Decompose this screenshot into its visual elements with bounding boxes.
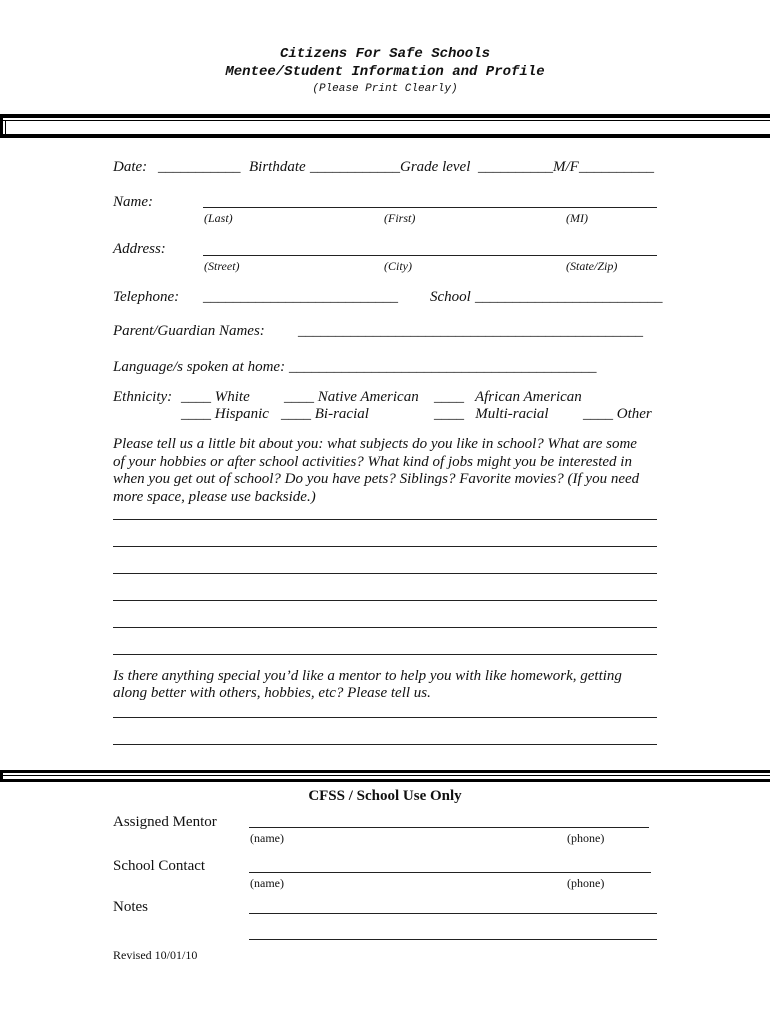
about-prompt-line4: more space, please use backside.)	[113, 489, 316, 505]
about-answer-line[interactable]	[113, 600, 657, 601]
about-prompt-line1: Please tell us a little bit about you: what subjects do you like in school? What are some	[113, 436, 637, 452]
ethnicity-other-option[interactable]: ____ Other	[583, 406, 652, 422]
ethnicity-multiracial-option[interactable]: ____ Multi-racial	[434, 406, 549, 422]
notes-field[interactable]	[249, 913, 657, 914]
ethnicity-african-american-option[interactable]: ____ African American	[434, 389, 582, 405]
about-answer-line[interactable]	[113, 627, 657, 628]
mentor-help-prompt-line2: along better with others, hobbies, etc? Please tell us.	[113, 685, 431, 701]
address-statezip-caption: (State/Zip)	[566, 259, 618, 273]
language-field[interactable]: _________________________________________	[289, 359, 597, 375]
mentor-help-prompt-line1: Is there anything special you’d like a mentor to help you with like homework, getting	[113, 668, 622, 684]
school-label: School	[430, 289, 471, 305]
ethnicity-white-option[interactable]: ____ White	[181, 389, 250, 405]
mf-label: M/F	[553, 159, 579, 175]
mentor-help-answer-line[interactable]	[113, 744, 657, 745]
parent-guardian-label: Parent/Guardian Names:	[113, 323, 265, 339]
name-first-caption: (First)	[384, 211, 416, 225]
date-field[interactable]: ___________	[158, 159, 241, 175]
telephone-label: Telephone:	[113, 289, 180, 305]
mentor-help-answer-line[interactable]	[113, 717, 657, 718]
name-field[interactable]	[203, 207, 657, 208]
form-org-title: Citizens For Safe Schools	[279, 46, 491, 62]
form-title: Mentee/Student Information and Profile	[225, 64, 545, 80]
ethnicity-hispanic-option[interactable]: ____ Hispanic	[181, 406, 269, 422]
school-field[interactable]: _________________________	[475, 289, 663, 305]
office-use-title: CFSS / School Use Only	[308, 788, 462, 804]
about-prompt-line2: of your hobbies or after school activities? What kind of jobs might you be interested in	[113, 454, 632, 470]
ethnicity-label: Ethnicity:	[113, 389, 173, 405]
top-divider-bar	[0, 114, 770, 138]
address-field[interactable]	[203, 255, 657, 256]
about-answer-line[interactable]	[113, 573, 657, 574]
address-street-caption: (Street)	[204, 259, 240, 273]
school-contact-name-caption: (name)	[250, 876, 284, 890]
notes-label: Notes	[113, 899, 148, 915]
telephone-field[interactable]: __________________________	[203, 289, 398, 305]
bottom-divider-bar	[0, 770, 770, 782]
name-last-caption: (Last)	[204, 211, 233, 225]
date-label: Date:	[113, 159, 148, 175]
assigned-mentor-label: Assigned Mentor	[113, 814, 217, 830]
parent-guardian-field[interactable]: ______________________________________________	[298, 323, 643, 339]
ethnicity-biracial-option[interactable]: ____ Bi-racial	[281, 406, 369, 422]
name-label: Name:	[113, 194, 153, 210]
name-mi-caption: (MI)	[566, 211, 588, 225]
grade-level-field[interactable]: __________	[478, 159, 553, 175]
mf-field[interactable]: __________	[579, 159, 654, 175]
about-answer-line[interactable]	[113, 519, 657, 520]
grade-level-label: Grade level	[400, 159, 471, 175]
school-contact-label: School Contact	[113, 858, 206, 874]
birthdate-field[interactable]: ____________	[310, 159, 400, 175]
notes-field[interactable]	[249, 939, 657, 940]
school-contact-phone-caption: (phone)	[567, 876, 605, 890]
about-prompt-line3: when you get out of school? Do you have pets? Siblings? Favorite movies? (If you need	[113, 471, 640, 487]
birthdate-label: Birthdate	[249, 159, 306, 175]
school-contact-field[interactable]	[249, 872, 651, 873]
assigned-mentor-name-caption: (name)	[250, 831, 284, 845]
address-label: Address:	[113, 241, 166, 257]
about-answer-line[interactable]	[113, 654, 657, 655]
language-label: Language/s spoken at home:	[113, 359, 286, 375]
assigned-mentor-field[interactable]	[249, 827, 649, 828]
about-answer-line[interactable]	[113, 546, 657, 547]
form-instructions: (Please Print Clearly)	[312, 83, 458, 95]
assigned-mentor-phone-caption: (phone)	[567, 831, 605, 845]
address-city-caption: (City)	[384, 259, 412, 273]
ethnicity-native-american-option[interactable]: ____ Native American	[284, 389, 419, 405]
revision-date: Revised 10/01/10	[113, 948, 198, 962]
